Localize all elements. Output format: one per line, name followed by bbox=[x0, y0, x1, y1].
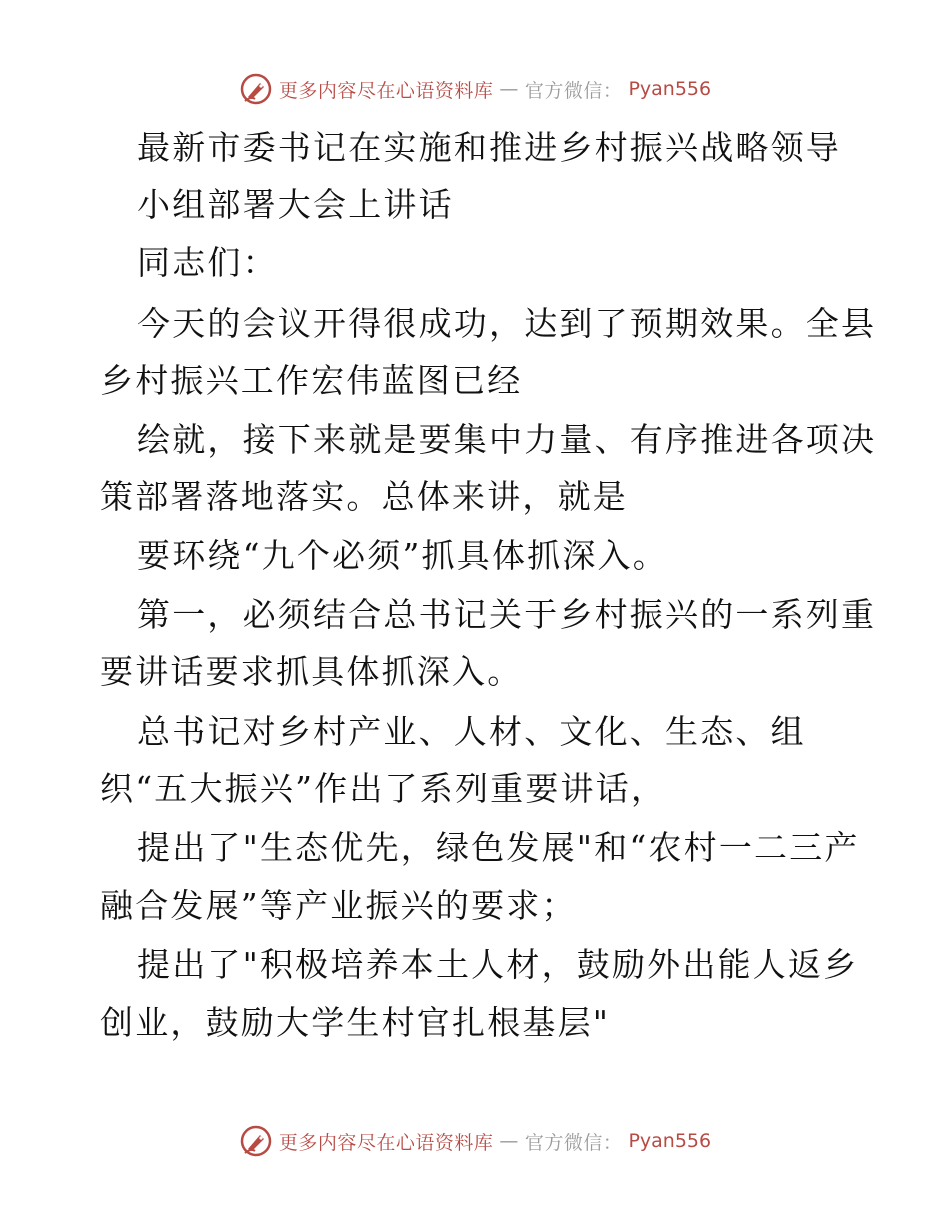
paragraph-line: 创业，鼓励大学生村官扎根基层" bbox=[100, 1003, 611, 1042]
paragraph-line: 织“五大振兴”作出了系列重要讲话， bbox=[100, 769, 667, 808]
paragraph-line: 融合发展”等产业振兴的要求； bbox=[100, 886, 577, 925]
paragraph-line: 乡村振兴工作宏伟蓝图已经 bbox=[100, 361, 523, 400]
salutation-line: 同志们： bbox=[137, 243, 278, 282]
watermark-separator: — bbox=[499, 1130, 519, 1152]
watermark-wechat-label: 官方微信： bbox=[524, 1131, 623, 1154]
pen-nib-logo-icon bbox=[239, 1124, 273, 1158]
pen-nib-logo-icon bbox=[239, 72, 273, 106]
footer-watermark bbox=[0, 1124, 950, 1158]
watermark-wechat-id: Pyan556 bbox=[628, 1130, 712, 1152]
paragraph-line: 要讲话要求抓具体抓深入。 bbox=[100, 652, 523, 691]
document-title-line-2: 小组部署大会上讲话 bbox=[137, 185, 454, 224]
paragraph-line: 总书记对乡村产业、人材、文化、生态、组 bbox=[137, 712, 806, 751]
document-title-line-1: 最新市委书记在实施和推进乡村振兴战略领导 bbox=[137, 128, 841, 167]
paragraph-line: 第一，必须结合总书记关于乡村振兴的一系列重 bbox=[137, 595, 877, 634]
watermark-main-text: 更多内容尽在心语资料库 bbox=[278, 79, 494, 102]
watermark-main-text: 更多内容尽在心语资料库 bbox=[278, 1131, 494, 1154]
watermark-separator: — bbox=[499, 78, 519, 100]
header-watermark bbox=[0, 72, 950, 106]
paragraph-line: 要环绕“九个必须”抓具体抓深入。 bbox=[137, 536, 668, 575]
paragraph-line: 策部署落地落实。总体来讲，就是 bbox=[100, 477, 628, 516]
paragraph-line: 今天的会议开得很成功，达到了预期效果。全县 bbox=[137, 304, 877, 343]
paragraph-line: 提出了"生态优先，绿色发展"和“农村一二三产 bbox=[137, 828, 860, 867]
paragraph-line: 提出了"积极培养本土人材，鼓励外出能人返乡 bbox=[137, 945, 859, 984]
watermark-wechat-label: 官方微信： bbox=[524, 79, 623, 102]
watermark-wechat-id: Pyan556 bbox=[628, 78, 712, 100]
paragraph-line: 绘就，接下来就是要集中力量、有序推进各项决 bbox=[137, 420, 877, 459]
